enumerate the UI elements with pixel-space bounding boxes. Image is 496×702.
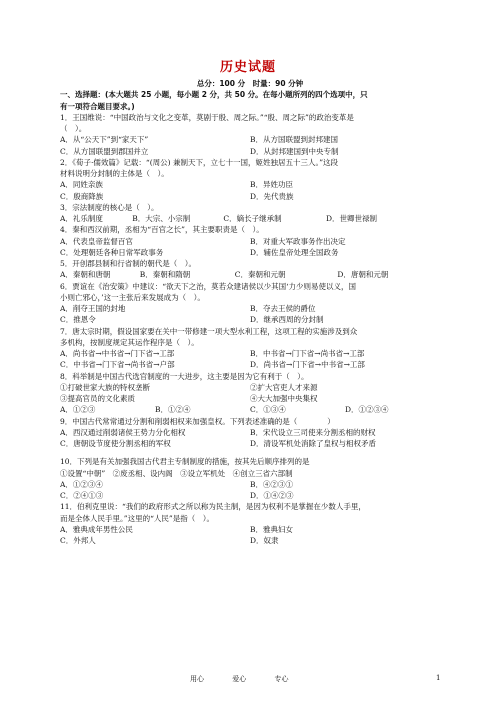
- option-row: [60, 179, 440, 190]
- footer-motto: 用心: [190, 675, 204, 683]
- question-stem-cont: 多机构，按制度规定其运作程序是（ ）。: [60, 337, 199, 347]
- option-c: C．外邦人: [60, 536, 96, 545]
- option-a: A．代表皇帝监督百官: [60, 236, 133, 246]
- footer-motto: 爱心: [232, 675, 247, 683]
- option-row: [60, 314, 440, 325]
- option-c: C．中书省→门下省→尚书省→户部: [60, 360, 175, 370]
- option-d: D．辅佐皇帝处理全国政务: [250, 247, 339, 257]
- question-stem: 8．科举制是中国古代选官制度的一大进步，这主要是因为它有利于（ ）。: [60, 371, 309, 381]
- option-b: B．夺去王侯的爵位: [250, 304, 316, 313]
- option-c: C．嫡长子继承制: [223, 214, 282, 223]
- question-stem-cont: （ ）。: [60, 124, 87, 133]
- option-d: D．先代贵族: [250, 191, 294, 201]
- option-a: A．尚书省→中书省→门下省→工部: [60, 349, 175, 358]
- option-row: [60, 134, 440, 145]
- option-a: A．从“公天下”到“家天下”: [60, 135, 149, 145]
- option-row: [60, 146, 440, 157]
- option-a: A．西汉通过削弱诸侯王势力分化相权: [60, 427, 186, 437]
- option-d: D．唐朝和元朝: [337, 270, 389, 280]
- option-b: B．异姓功臣: [250, 180, 294, 190]
- option-d: D．尚书省→门下省→中书省→工部: [250, 360, 365, 370]
- option-row: [60, 303, 440, 314]
- exam-content: [60, 78, 440, 546]
- page-number: 1: [436, 674, 441, 682]
- option-a: A．雅典成年男性公民: [60, 524, 133, 534]
- page-footer: [0, 674, 496, 686]
- option-row: [60, 490, 440, 501]
- option-c: C．推恩令: [60, 315, 96, 325]
- question-stem: 4．秦和西汉前期，丞相为“百官之长”，其主要职责是（ ）。: [60, 225, 264, 235]
- statement-1: ①打破世家大族的特权垄断: [60, 382, 150, 392]
- option-row: [60, 236, 440, 247]
- option-d: D．奴隶: [250, 536, 279, 545]
- statement-4: ④大大加强中央集权: [250, 394, 318, 403]
- option-b: B．④②③①: [250, 479, 294, 489]
- option-row: [60, 535, 440, 546]
- question-stem: 3．宗法制度的核心是（ ）。: [60, 202, 159, 212]
- item-row: [60, 382, 440, 393]
- option-b: B．宋代设立三司使来分割丞相的财权: [250, 427, 376, 437]
- exam-meta: 总分：100 分 时量：90 分钟: [196, 79, 304, 88]
- section-heading-cont: 有一项符合题目要求。): [60, 101, 135, 111]
- option-row: [60, 269, 440, 280]
- option-a: A．同姓亲族: [60, 180, 103, 190]
- question-stem: 5．开创郡县制和行省制的朝代是（ ）。: [60, 259, 197, 268]
- option-a: A．削夺王国的封地: [60, 304, 126, 313]
- question-stem-cont: 而是全体人民手里。”这里的“人民”是指（ ）。: [60, 513, 215, 523]
- option-d: D．继承西周的分封制: [250, 315, 324, 325]
- question-stem-cont: 材料说明分封制的主体是（ ）。: [60, 169, 169, 178]
- option-row: [60, 359, 440, 370]
- option-a: A．①②③: [60, 405, 96, 415]
- option-b: B．秦朝和隋朝: [139, 270, 191, 280]
- question-stem: 10．下列是有关加强我国古代君主专制制度的措施，按其先后顺序排列的是: [60, 457, 310, 467]
- option-row: [60, 213, 440, 224]
- footer-mottos: [190, 674, 314, 684]
- option-c: C．②④①③: [60, 491, 104, 500]
- option-row: [60, 479, 440, 490]
- option-c: C．处理朝廷各种日常军政事务: [60, 247, 164, 257]
- option-b: B．①②④: [155, 405, 191, 415]
- option-c: C．秦朝和元朝: [234, 270, 286, 280]
- question-stem: 9．中国古代常常通过分割和削弱相权来加强皇权。下列表述准确的是（ ）: [60, 416, 335, 426]
- item-row: [60, 393, 440, 404]
- statement-list: ①设置“中朝” ②废丞相、设内阁 ③设立军机处 ④创立三省六部制: [60, 468, 293, 478]
- option-row: [60, 247, 440, 258]
- option-row: [60, 524, 440, 535]
- option-row: [60, 348, 440, 359]
- statement-3: ③提高官员的文化素质: [60, 394, 135, 403]
- option-c: C．殷商降族: [60, 191, 104, 201]
- question-stem: 1．王国维说：“中国政治与文化之变革，莫剧于殷、周之际。”“殷、周之际”的政治变革是: [60, 112, 354, 122]
- question-stem-cont: 小则亡邪心，’这一主张后来发展成为（ ）。: [60, 292, 205, 302]
- option-d: D．清设军机处消除了皇权与相权矛盾: [250, 439, 377, 448]
- exam-title: 历史试题: [219, 60, 276, 75]
- option-row: [60, 427, 440, 438]
- option-row: [60, 438, 440, 449]
- question-stem: 7．唐太宗时期，假设国家要在关中一带修建一项大型水利工程，这项工程的实施涉及到众: [60, 326, 358, 336]
- option-b: B．中书省→门下省→尚书省→工部: [250, 349, 365, 358]
- option-b: B．雅典妇女: [250, 524, 294, 534]
- option-d: D．①④②③: [250, 491, 294, 500]
- section-heading: 一、选择题：(本大题共 25 小题，每小题 2 分，共 50 分。在每小题所列的四个选项中，只: [60, 90, 368, 100]
- spacer: [60, 449, 440, 456]
- question-stem: 6．贾谊在《治安策》中建议：“欲天下之治，莫若众建诸侯以少其国‘力少则易使以义，国: [60, 281, 356, 291]
- option-row: [60, 191, 440, 202]
- option-a: A．礼乐制度: [60, 214, 103, 223]
- option-c: C．从方国联盟到郡国并立: [60, 146, 149, 156]
- option-a: A．①②③④: [60, 479, 103, 489]
- option-b: B．对重大军政事务作出决定: [250, 236, 346, 246]
- question-stem: 2．《荀子·儒效篇》记载：“(周公) 兼制天下，立七十一国，姬姓独居五十三人。”这段: [60, 157, 339, 167]
- option-d: D．①②③④: [345, 405, 389, 415]
- option-d: D．世卿世禄制: [325, 214, 377, 223]
- option-a: A．秦朝和唐朝: [60, 270, 111, 280]
- option-c: C．①③④: [250, 405, 286, 415]
- question-stem: 11．伯利克里说：“我们的政府形式之所以称为民主制，是因为权利不是掌握在少数人手里，: [60, 502, 366, 512]
- option-b: B．从方国联盟到封邦建国: [250, 135, 339, 145]
- option-row: [60, 404, 440, 415]
- footer-motto: 专心: [274, 675, 289, 683]
- option-c: C．唐朝设节度使分割丞相的军权: [60, 439, 171, 448]
- option-b: B．大宗、小宗制: [132, 214, 191, 223]
- statement-2: ②扩大官吏人才来源: [250, 382, 318, 392]
- option-d: D．从封邦建国到中央专制: [250, 146, 339, 156]
